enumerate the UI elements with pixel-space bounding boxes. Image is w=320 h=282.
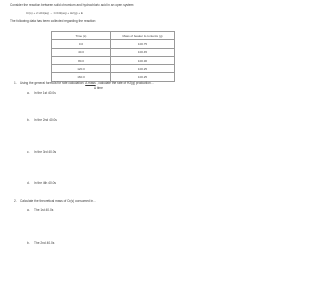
q2-number: 2. xyxy=(14,199,17,203)
table-row xyxy=(52,48,175,56)
cell-time: 120.0 xyxy=(52,65,111,73)
table-header-row xyxy=(52,32,175,40)
q1-text-after: , calculate the rate of H2(g) production… xyxy=(96,81,154,85)
q1-number: 1. xyxy=(14,81,17,85)
cell-time: 80.0 xyxy=(52,56,111,64)
q2-text: Calculate the theoretical mass of Cr(s) consumed in… xyxy=(20,199,97,203)
q2a-letter: a. xyxy=(27,208,30,212)
cell-mass: 100.75 xyxy=(111,40,175,48)
cell-mass: 100.25 xyxy=(111,73,175,81)
cell-time: 0.0 xyxy=(52,40,111,48)
q1a-text: In the 1st 40.0s xyxy=(34,91,56,95)
q1-text xyxy=(20,82,154,86)
cell-mass: 100.45 xyxy=(111,48,175,56)
q1b-letter: b. xyxy=(27,118,30,122)
table-intro-text: The following data has been collected regarding the reaction: xyxy=(10,19,97,23)
q1d-letter: d. xyxy=(27,181,30,185)
cell-mass: 100.30 xyxy=(111,56,175,64)
header-time: Time (s) xyxy=(52,32,111,40)
table-row xyxy=(52,40,175,48)
table-row xyxy=(52,56,175,64)
table-row xyxy=(52,65,175,73)
q1a-letter: a. xyxy=(27,91,30,95)
q2b-letter: b. xyxy=(27,241,30,245)
intro-text: Consider the reaction between solid chromium and hydrochloric acid in an open system: xyxy=(10,3,135,7)
q2b-text: The 2nd 40.0s xyxy=(34,241,55,245)
cell-mass: 100.25 xyxy=(111,65,175,73)
q1-fraction-numerator: Δ mass xyxy=(85,81,96,85)
cell-time: 40.0 xyxy=(52,48,111,56)
reaction-equation: Cr(s) + 2 HCl(aq) → CrCl2(aq) + H2(g) + E xyxy=(26,11,83,15)
q1-fraction-denominator: Δ time xyxy=(94,86,103,90)
header-mass: Mass of beaker & contents (g) xyxy=(111,32,175,40)
cell-time: 160.0 xyxy=(52,73,111,81)
q1-text-before: Using the general formula for rate calculation: xyxy=(20,81,85,85)
q1b-text: In the 2nd 40.0s xyxy=(34,118,57,122)
data-table xyxy=(51,31,175,82)
q1c-letter: c. xyxy=(27,150,30,154)
q2a-text: The 1st 40.0s xyxy=(34,208,54,212)
q1d-text: In the 4th 40.0s xyxy=(34,181,56,185)
q1c-text: In the 3rd 40.0s xyxy=(34,150,57,154)
